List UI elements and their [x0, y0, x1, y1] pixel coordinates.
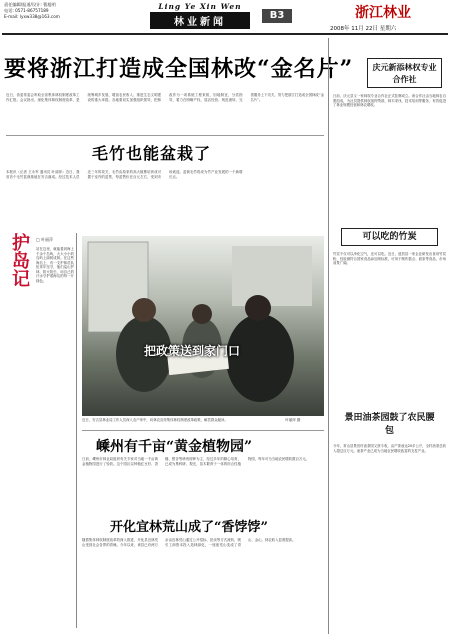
column-body: 站在这里，就能看到海上千余个岛屿，大大小小的岛屿上绿树成荫。在这些海岛上，有一支护林员队伍常年坚守，他们巡山护林，防火防虫，用自己的汗水守护着海岛的每一片绿色。 [36, 247, 74, 283]
yellow-body: 日前，嵊州市林业局组织有关专家对当地一千亩黄金植物园进行了验收。这个园区以种植红豆杉、香榧、银杏等珍贵树种为主，经过多年的精心培育，已成为集科研、观光、苗木繁育于一体的综合性植物园，每年可为当地农民增收数百万元。 [82, 457, 310, 466]
section-pinyin: Ling Ye Xin Wen [158, 2, 242, 11]
meta-line: 责任编辑/报道/设计: 曹旭明 [4, 2, 56, 7]
meta-line: 电话: 0571-86757189 [4, 8, 49, 13]
newspaper-logo: 浙江林业 [355, 5, 411, 21]
news-photo [82, 236, 324, 416]
column-box [6, 233, 77, 628]
kaihua-body: 随着集体林权制度改革的深入推进，开化县宜林荒山受到社会各界的青睐。今年以来，该县已有两万余亩宜林荒山通过公开招标、拍卖等方式流转，吸引工商资本投入造林绿化，一座座荒山变成了青山、金山，林农收入显著提高。 [82, 538, 296, 547]
issue-date: 2008年 11月 22日 星期六 [330, 26, 397, 32]
column-title: 护岛记 [9, 233, 30, 287]
sidebar [328, 38, 446, 634]
masthead [0, 0, 450, 36]
photo-caption: 近日，安吉县林业局工作人员深入农户家中，向林农宣传集体林权制度改革政策，解答群众疑问。 [82, 418, 228, 422]
sidebar-title-3: 景田油茶园鼓了农民腰包 [344, 413, 435, 436]
meta-line: E-mail: lyxw338@163.com [4, 14, 60, 19]
lead-headline: 要将浙江打造成全国林改“金名片” [4, 56, 354, 82]
photo-credit: 叶丽萍 摄 [285, 418, 301, 422]
masthead-meta [4, 2, 104, 20]
section-title: 林业新闻 [150, 12, 250, 29]
bamboo-body: 本报讯（记者 王永军 通讯员 叶丽萍）近日，我省首个毛竹盆栽基地在安吉落成。经过技术人员近三年的攻关，毛竹由原来的高大植株培育成可置于室内的盆景，每盆售价在百元左右，受到市场欢迎。盆栽毛竹将成为竹产业发展的一个新增长点。 [6, 170, 243, 179]
kaihua-headline: 开化宜林荒山成了“香饽饽” [110, 520, 268, 535]
sidebar-title-box-2 [341, 228, 438, 246]
sidebar-title-2: 可以吃的竹炭 [362, 232, 417, 242]
yellow-headline: 嵊州有千亩“黄金植物园” [96, 439, 253, 455]
divider [82, 430, 324, 431]
sidebar-body-3: 今年，常山县景田村油茶园又获丰收，亩产茶油达20多公斤，全村油茶总收入超过百万元。油茶产业已成为当地农民增收致富的支柱产业。 [333, 444, 446, 453]
section-banner [150, 2, 250, 29]
sidebar-body-1: 日前，庆元县又一家林权专业合作社正式挂牌成立。该合作社由当地林农自愿组成，为社员提供林权抵押贷款、林木采伐、技术培训等服务，有效促进了林业规模经营和林农增收。 [333, 94, 446, 107]
sidebar-body-2: 竹炭不仅可以净化空气，还可以吃。近日，遂昌县一家企业研发出食用竹炭粉，经检测符合国家食品添加剂标准，可用于制作糕点、面条等食品，市场前景广阔。 [333, 252, 446, 265]
page-number: B3 [262, 9, 292, 23]
photo-scene [82, 236, 324, 416]
sidebar-title-1: 庆元新添林权专业合作社 [372, 62, 437, 84]
column-byline: □ 叶丽萍 [36, 237, 54, 242]
sidebar-title-box [367, 58, 442, 88]
photo-caption-title: 把政策送到家门口 [144, 344, 241, 358]
masthead-rule [2, 33, 448, 35]
bamboo-headline: 毛竹也能盆栽了 [92, 144, 212, 163]
lead-body: 近日，省委常委会听取全省集体林权制度改革工作汇报。会议指出，深化集体林权制度改革，是统筹城乡发展、增加农民收入、推进生态文明建设的重大举措。各地要切实加强组织领导，把林改作为一项系统工程来抓，因地制宜，分类指导，着力在明晰产权、放活经营、规范流转、完善服务上下功夫，努力把浙江打造成全国林改“金名片”。 [6, 93, 324, 102]
divider [6, 135, 324, 136]
